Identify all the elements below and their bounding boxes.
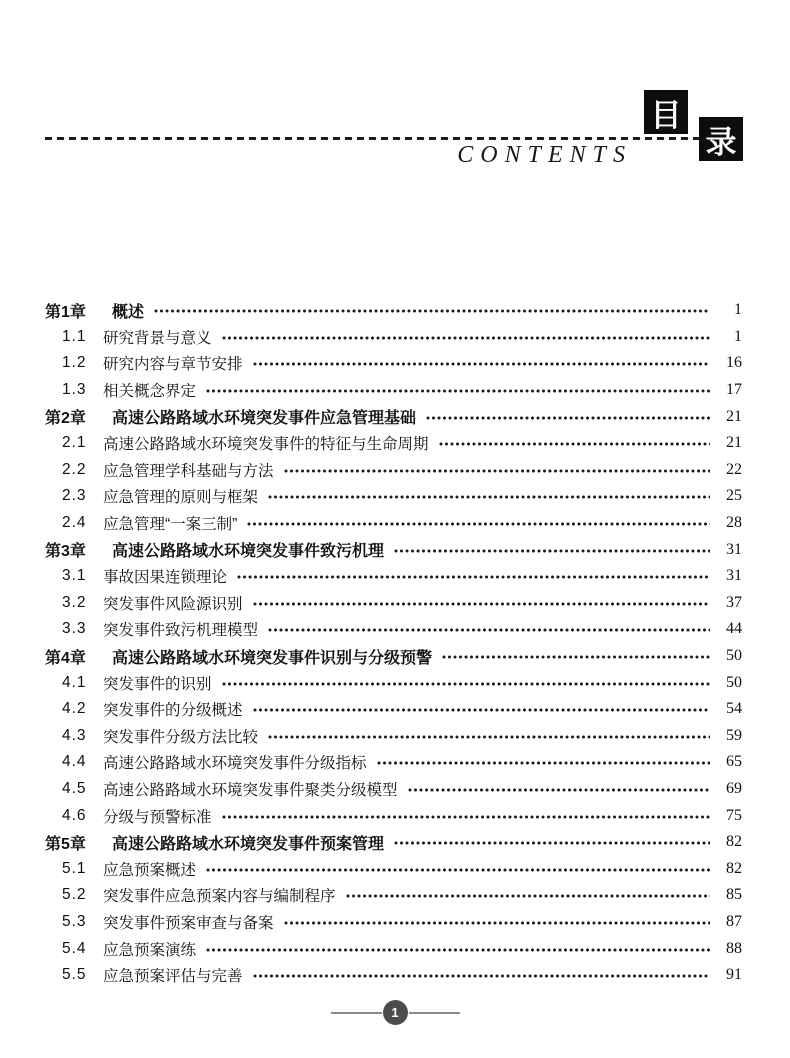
toc-dot-leader [206,388,710,394]
toc-entry-title: 高速公路路域水环境突发事件应急管理基础 [112,410,417,428]
toc-entry-number: 2.1 [62,434,87,452]
toc-entry-number: 1.3 [62,381,87,399]
toc-entry-number: 5.4 [62,939,87,957]
toc-entry [45,536,742,563]
title-char-mu: 目 [650,97,682,133]
footer-rule-left [331,1012,382,1014]
toc-entry-page: 87 [726,912,742,930]
toc-dot-leader [439,441,710,447]
toc-entry-title: 突发事件的分级概述 [103,702,243,720]
toc-entry-title: 事故因果连锁理论 [103,569,228,587]
toc-entry-title: 应急预案评估与完善 [103,968,243,986]
toc-entry-number: 第5章 [45,835,86,853]
toc-entry [45,483,742,510]
toc-entry-number: 第4章 [45,649,86,667]
toc-entry-number: 第2章 [45,410,86,428]
toc-entry-title: 概述 [112,303,145,321]
toc-entry-title: 高速公路路域水环境突发事件的特征与生命周期 [103,436,429,454]
toc-entry-number: 第3章 [45,543,86,561]
page-footer [0,1000,790,1025]
toc-dot-leader [222,681,710,687]
toc-entry-page: 54 [726,700,742,718]
toc-dot-leader [206,867,710,873]
toc-entry [45,643,742,670]
toc-entry [45,616,742,643]
toc-entry-title: 应急管理的原则与框架 [103,489,259,507]
title-char-lu: 录 [705,124,737,160]
toc-entry-title: 分级与预警标准 [103,808,212,826]
toc-entry-number: 2.4 [62,514,87,532]
toc-entry-page: 28 [726,514,742,532]
toc-entry-title: 高速公路路域水环境突发事件分级指标 [103,755,367,773]
toc-entry-page: 17 [726,381,742,399]
toc-entry-title: 研究背景与意义 [103,329,212,347]
toc-dot-leader [222,335,710,341]
toc-entry-number: 2.3 [62,487,87,505]
toc-entry-page: 21 [726,407,742,425]
toc-entry [45,590,742,617]
toc-entry-number: 1.2 [62,354,87,372]
toc-entry-title: 突发事件风险源识别 [103,595,243,613]
toc-entry-number: 5.3 [62,912,87,930]
footer-rule-right [409,1012,460,1014]
toc-entry-page: 59 [726,726,742,744]
toc-dot-leader [268,627,710,633]
toc-entry [45,669,742,696]
toc-dot-leader [253,601,710,607]
toc-dot-leader [268,494,710,500]
toc-entry-page: 44 [726,620,742,638]
toc-entry-title: 高速公路路域水环境突发事件聚类分级模型 [103,781,398,799]
toc-entry [45,403,742,430]
toc-entry-number: 5.5 [62,966,87,984]
toc-dot-leader [394,548,710,554]
toc-entry-number: 4.2 [62,700,87,718]
toc-entry-title: 研究内容与章节安排 [103,356,243,374]
toc-entry [45,909,742,936]
toc-entry-title: 突发事件应急预案内容与编制程序 [103,888,336,906]
toc-dot-leader [253,707,710,713]
toc-dot-leader [268,734,710,740]
toc-entry-title: 高速公路路域水环境突发事件预案管理 [112,835,385,853]
toc-entry-page: 50 [726,673,742,691]
toc-entry-page: 31 [726,540,742,558]
toc-dot-leader [222,814,710,820]
toc-dot-leader [284,468,710,474]
toc-entry-title: 突发事件预案审查与备案 [103,914,274,932]
page-number-badge: 1 [383,1000,408,1025]
toc-entry [45,855,742,882]
toc-entry-number: 4.3 [62,726,87,744]
toc-entry [45,563,742,590]
toc-dot-leader [442,654,710,660]
toc-entry [45,377,742,404]
toc-entry [45,749,742,776]
toc-entry-title: 高速公路路域水环境突发事件致污机理 [112,543,385,561]
toc-entry [45,510,742,537]
toc-entry-page: 69 [726,779,742,797]
toc-dot-leader [253,361,710,367]
contents-subtitle: CONTENTS [457,142,632,168]
toc-entry-page: 75 [726,806,742,824]
toc-entry [45,324,742,351]
toc-entry-title: 突发事件分级方法比较 [103,728,259,746]
toc-entry [45,297,742,324]
toc-dot-leader [253,973,710,979]
toc-entry [45,935,742,962]
toc-entry-page: 37 [726,593,742,611]
toc-entry [45,802,742,829]
toc-entry-number: 3.2 [62,593,87,611]
toc-entry-page: 25 [726,487,742,505]
toc-entry [45,457,742,484]
toc-entry-number: 4.5 [62,779,87,797]
toc-entry-title: 应急管理“一案三制” [103,516,238,534]
toc-entry-number: 4.1 [62,673,87,691]
toc-dot-leader [377,760,710,766]
toc-entry-page: 65 [726,753,742,771]
toc-dot-leader [237,574,710,580]
toc-entry-page: 82 [726,833,742,851]
toc-entry-title: 相关概念界定 [103,383,197,401]
toc-entry-page: 16 [726,354,742,372]
toc-entry-page: 21 [726,434,742,452]
toc-dot-leader [346,893,710,899]
toc-entry-page: 1 [734,301,742,319]
toc-entry-page: 85 [726,886,742,904]
toc-entry [45,430,742,457]
toc-entry-number: 5.2 [62,886,87,904]
toc-entry [45,696,742,723]
toc-entry-page: 82 [726,859,742,877]
toc-list [45,297,742,988]
toc-entry [45,882,742,909]
toc-entry-title: 应急预案概述 [103,861,197,879]
toc-entry-page: 91 [726,966,742,984]
toc-entry-number: 1.1 [62,327,87,345]
toc-dot-leader [426,415,710,421]
toc-entry-number: 5.1 [62,859,87,877]
toc-entry-page: 88 [726,939,742,957]
toc-entry-number: 2.2 [62,460,87,478]
toc-entry [45,962,742,989]
toc-entry-page: 22 [726,460,742,478]
toc-dot-leader [206,947,710,953]
toc-entry-title: 应急管理学科基础与方法 [103,462,274,480]
toc-entry-number: 4.6 [62,806,87,824]
toc-entry [45,829,742,856]
toc-entry-title: 高速公路路域水环境突发事件识别与分级预警 [112,649,433,667]
toc-dot-leader [247,521,710,527]
title-box-lu [699,117,743,161]
toc-entry-number: 第1章 [45,303,86,321]
toc-entry-title: 应急预案演练 [103,941,197,959]
header-dashed-divider [45,137,700,140]
toc-dot-leader [154,308,710,314]
toc-entry-number: 3.3 [62,620,87,638]
toc-entry-page: 31 [726,567,742,585]
toc-dot-leader [408,787,710,793]
toc-entry-page: 50 [726,647,742,665]
toc-dot-leader [394,840,710,846]
toc-entry [45,350,742,377]
toc-entry-number: 4.4 [62,753,87,771]
toc-entry-title: 突发事件的识别 [103,675,212,693]
toc-entry [45,723,742,750]
toc-entry-title: 突发事件致污机理模型 [103,622,259,640]
title-box-mu [644,90,688,134]
toc-entry [45,776,742,803]
toc-dot-leader [284,920,710,926]
toc-entry-page: 1 [734,327,742,345]
toc-entry-number: 3.1 [62,567,87,585]
